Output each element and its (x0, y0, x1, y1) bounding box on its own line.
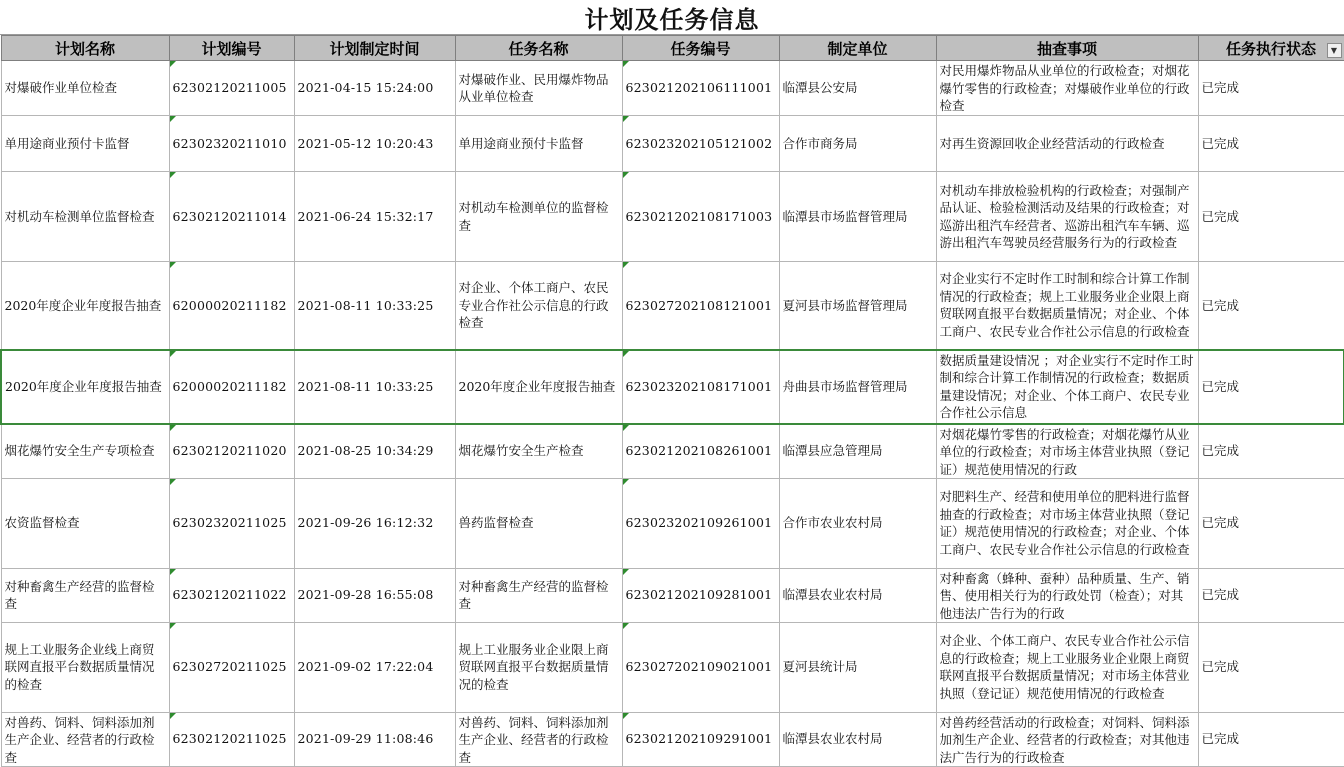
cell-plan-name-text: 农资监督检查 (4, 515, 80, 531)
cell-inspection-items[interactable] (936, 116, 1198, 172)
cell-task-id[interactable] (622, 712, 779, 766)
cell-status[interactable] (1198, 712, 1344, 766)
cell-unit[interactable] (779, 622, 936, 712)
cell-plan-time[interactable] (294, 622, 455, 712)
column-header-status[interactable] (1198, 36, 1344, 61)
cell-plan-id-text: 62302320211010 (172, 135, 287, 151)
cell-plan-id-text: 62302120211025 (172, 731, 287, 747)
cell-status[interactable] (1198, 424, 1344, 479)
cell-inspection-items-text: 对企业、个体工商户、农民专业合作社公示信息的行政检查；规上工业服务业企业限上商贸联网直报平台数据质量情况；对市场主体营业执照（登记证）规范使用情况的行政检查 (939, 633, 1190, 701)
table-row (1, 172, 1344, 262)
cell-plan-time-text: 2021-08-11 10:33:25 (297, 297, 434, 313)
cell-inspection-items[interactable] (936, 478, 1198, 568)
cell-task-name-text: 单用途商业预付卡监督 (458, 135, 584, 151)
cell-task-id[interactable] (622, 568, 779, 622)
cell-plan-time[interactable] (294, 478, 455, 568)
cell-plan-id[interactable] (169, 350, 294, 424)
column-header-task-name[interactable]: 任务名称 (455, 36, 622, 61)
cell-unit-text: 临潭县农业农村局 (782, 731, 883, 747)
cell-plan-name[interactable] (1, 61, 169, 116)
table-row (1, 350, 1344, 424)
cell-inspection-items[interactable] (936, 568, 1198, 622)
cell-plan-name[interactable] (1, 424, 169, 479)
cell-plan-time[interactable] (294, 712, 455, 766)
cell-status[interactable] (1198, 61, 1344, 116)
cell-task-id-text: 623021202106111001 (625, 80, 773, 96)
cell-unit[interactable] (779, 262, 936, 350)
table-row (1, 116, 1344, 172)
cell-task-id[interactable] (622, 262, 779, 350)
cell-inspection-items[interactable] (936, 350, 1198, 424)
column-header-task-id[interactable]: 任务编号 (622, 36, 779, 61)
cell-inspection-items-text: 数据质量建设情况 ；对企业实行不定时作工时制和综合计算工作制情况的行政检查；数据质量建设情况；对企业、个体工商户、农民专业合作社公示信息 (939, 352, 1194, 420)
cell-inspection-items-text: 对烟花爆竹零售的行政检查；对烟花爆竹从业单位的行政检查；对市场主体营业执照（登记证）规范使用情况的行政 (939, 426, 1190, 477)
cell-task-name[interactable] (455, 622, 622, 712)
cell-task-id-text: 623027202108121001 (625, 297, 773, 313)
cell-unit-text: 临潭县市场监督管理局 (782, 208, 908, 224)
cell-inspection-items-text: 对企业实行不定时作工时制和综合计算工作制情况的行政检查；规上工业服务业企业限上商贸联网直报平台数据质量情况；对企业、个体工商户、农民专业合作社公示信息的行政检查 (939, 271, 1190, 339)
cell-plan-time-text: 2021-09-28 16:55:08 (297, 587, 434, 603)
cell-unit-text: 临潭县公安局 (782, 80, 858, 96)
table-row (1, 262, 1344, 350)
cell-plan-time[interactable] (294, 116, 455, 172)
cell-status-text: 已完成 (1201, 135, 1240, 151)
cell-status-text: 已完成 (1201, 731, 1240, 747)
cell-plan-name-text: 2020年度企业年度报告抽查 (5, 378, 162, 394)
table-row (1, 478, 1344, 568)
cell-task-name[interactable] (455, 478, 622, 568)
cell-inspection-items[interactable] (936, 712, 1198, 766)
cell-plan-time-text: 2021-09-02 17:22:04 (297, 659, 434, 675)
cell-status[interactable] (1198, 350, 1344, 424)
cell-plan-name[interactable] (1, 116, 169, 172)
cell-unit-text: 舟曲县市场监督管理局 (782, 378, 908, 394)
cell-plan-id-text: 62302120211020 (172, 443, 287, 459)
cell-plan-name[interactable] (1, 478, 169, 568)
cell-task-name-text: 对兽药、饲料、饲料添加剂生产企业、经营者的行政检查 (458, 714, 609, 765)
cell-unit-text: 临潭县应急管理局 (782, 443, 883, 459)
cell-plan-name[interactable] (1, 622, 169, 712)
cell-plan-name[interactable] (1, 172, 169, 262)
cell-task-id-text: 623023202108171001 (625, 378, 773, 394)
cell-plan-time-text: 2021-09-29 11:08:46 (297, 731, 434, 747)
cell-task-id[interactable] (622, 116, 779, 172)
cell-plan-time[interactable] (294, 350, 455, 424)
cell-task-id[interactable] (622, 350, 779, 424)
column-header-plan-time[interactable]: 计划制定时间 (294, 36, 455, 61)
cell-inspection-items-text: 对肥料生产、经营和使用单位的肥料进行监督抽查的行政检查；对市场主体营业执照（登记证）规范使用情况的行政检查；对企业、个体工商户、农民专业合作社公示信息的行政检查 (939, 489, 1190, 557)
cell-unit-text: 夏河县统计局 (782, 659, 858, 675)
cell-status-text: 已完成 (1201, 515, 1240, 531)
cell-plan-time-text: 2021-05-12 10:20:43 (297, 135, 434, 151)
cell-status[interactable] (1198, 172, 1344, 262)
cell-status[interactable] (1198, 622, 1344, 712)
cell-plan-name[interactable] (1, 568, 169, 622)
cell-task-id[interactable] (622, 622, 779, 712)
cell-task-id-text: 623023202105121002 (625, 135, 773, 151)
cell-unit[interactable] (779, 172, 936, 262)
cell-plan-id[interactable] (169, 172, 294, 262)
cell-plan-time[interactable] (294, 568, 455, 622)
cell-plan-time-text: 2021-04-15 15:24:00 (297, 80, 434, 96)
cell-task-name[interactable] (455, 61, 622, 116)
cell-unit[interactable] (779, 712, 936, 766)
cell-inspection-items-text: 对机动车排放检验机构的行政检查；对强制产品认证、检验检测活动及结果的行政检查；对巡游出租汽车经营者、巡游出租汽车车辆、巡游出租汽车驾驶员经营服务行为的行政检查 (939, 182, 1190, 250)
cell-plan-name[interactable] (1, 712, 169, 766)
cell-plan-id-text: 62000020211182 (172, 297, 287, 313)
cell-plan-time[interactable] (294, 172, 455, 262)
cell-plan-time[interactable] (294, 424, 455, 479)
cell-task-name-text: 对企业、个体工商户、农民专业合作社公示信息的行政检查 (458, 280, 609, 330)
cell-status[interactable] (1198, 568, 1344, 622)
cell-plan-id[interactable] (169, 61, 294, 116)
cell-task-name[interactable] (455, 116, 622, 172)
table-row (1, 61, 1344, 116)
cell-plan-name-text: 对种畜禽生产经营的监督检查 (4, 578, 155, 611)
cell-unit-text: 夏河县市场监督管理局 (782, 297, 908, 313)
cell-status-text: 已完成 (1201, 297, 1240, 313)
cell-plan-id[interactable] (169, 712, 294, 766)
cell-task-name[interactable] (455, 712, 622, 766)
cell-task-id-text: 623021202108171003 (625, 208, 773, 224)
cell-plan-id-text: 62000020211182 (172, 378, 287, 394)
cell-status-text: 已完成 (1201, 378, 1240, 394)
cell-unit[interactable] (779, 350, 936, 424)
cell-status-text: 已完成 (1201, 587, 1240, 603)
cell-status-text: 已完成 (1201, 443, 1240, 459)
cell-task-name[interactable] (455, 262, 622, 350)
cell-plan-id-text: 62302120211005 (172, 80, 287, 96)
cell-unit[interactable] (779, 116, 936, 172)
cell-status[interactable] (1198, 478, 1344, 568)
cell-task-id[interactable] (622, 424, 779, 479)
cell-plan-time-text: 2021-08-25 10:34:29 (297, 443, 434, 459)
cell-task-id-text: 623021202109281001 (625, 587, 773, 603)
cell-plan-time-text: 2021-06-24 15:32:17 (297, 208, 434, 224)
cell-plan-id[interactable] (169, 424, 294, 479)
cell-inspection-items-text: 对再生资源回收企业经营活动的行政检查 (939, 135, 1165, 151)
cell-task-id[interactable] (622, 172, 779, 262)
cell-plan-name-text: 烟花爆竹安全生产专项检查 (4, 443, 155, 459)
cell-status[interactable] (1198, 116, 1344, 172)
cell-task-id-text: 623021202108261001 (625, 443, 773, 459)
cell-task-name[interactable] (455, 172, 622, 262)
cell-plan-id[interactable] (169, 262, 294, 350)
cell-task-id-text: 623021202109291001 (625, 731, 773, 747)
cell-status[interactable] (1198, 262, 1344, 350)
plan-task-table (0, 35, 1344, 767)
cell-task-name[interactable] (455, 424, 622, 479)
cell-plan-name-text: 单用途商业预付卡监督 (4, 135, 130, 151)
table-row (1, 622, 1344, 712)
cell-unit[interactable] (779, 61, 936, 116)
cell-unit[interactable] (779, 478, 936, 568)
cell-status-text: 已完成 (1201, 208, 1240, 224)
cell-plan-time-text: 2021-08-11 10:33:25 (297, 378, 434, 394)
cell-plan-name-text: 2020年度企业年度报告抽查 (4, 297, 162, 313)
cell-plan-id[interactable] (169, 622, 294, 712)
cell-task-name-text: 对爆破作业、民用爆炸物品从业单位检查 (458, 71, 609, 104)
cell-plan-id-text: 62302720211025 (172, 659, 287, 675)
cell-unit[interactable] (779, 424, 936, 479)
column-header-unit[interactable]: 制定单位 (779, 36, 936, 61)
cell-status-text: 已完成 (1201, 80, 1240, 96)
cell-task-name[interactable] (455, 568, 622, 622)
header-row (1, 36, 1344, 61)
cell-plan-id-text: 62302120211014 (172, 208, 287, 224)
cell-task-name-text: 2020年度企业年度报告抽查 (458, 378, 616, 394)
cell-plan-id[interactable] (169, 568, 294, 622)
cell-inspection-items[interactable] (936, 172, 1198, 262)
table-row (1, 712, 1344, 766)
cell-plan-id[interactable] (169, 116, 294, 172)
cell-task-name-text: 规上工业服务业企业限上商贸联网直报平台数据质量情况的检查 (458, 641, 609, 692)
cell-inspection-items-text: 对种畜禽（蜂种、蚕种）品种质量、生产、销售、使用相关行为的行政处罚（检查）；对其他违法广告行为的行政 (939, 570, 1190, 621)
cell-task-name-text: 兽药监督检查 (458, 515, 534, 531)
cell-plan-id-text: 62302120211022 (172, 587, 287, 603)
cell-plan-time[interactable] (294, 61, 455, 116)
cell-task-name[interactable] (455, 350, 622, 424)
cell-inspection-items-text: 对兽药经营活动的行政检查；对饲料、饲料添加剂生产企业、经营者的行政检查；对其他违法广告行为的行政检查 (939, 714, 1190, 765)
cell-task-id-text: 623027202109021001 (625, 659, 773, 675)
column-header-plan-name[interactable]: 计划名称 (1, 36, 169, 61)
cell-task-name-text: 烟花爆竹安全生产检查 (458, 443, 584, 459)
sheet-title: 计划及任务信息 (0, 0, 1344, 35)
cell-status-text: 已完成 (1201, 659, 1240, 675)
cell-plan-name-text: 对兽药、饲料、饲料添加剂生产企业、经营者的行政检查 (4, 714, 155, 765)
cell-task-name-text: 对机动车检测单位的监督检查 (458, 200, 609, 233)
cell-inspection-items[interactable] (936, 61, 1198, 116)
cell-inspection-items-text: 对民用爆炸物品从业单位的行政检查；对烟花爆竹零售的行政检查；对爆破作业单位的行政检查 (939, 63, 1190, 113)
cell-plan-name-text: 对机动车检测单位监督检查 (4, 208, 155, 224)
cell-unit-text: 合作市商务局 (782, 135, 858, 151)
cell-plan-name[interactable] (1, 262, 169, 350)
cell-plan-name-text: 对爆破作业单位检查 (4, 80, 118, 96)
cell-unit-text: 合作市农业农村局 (782, 515, 883, 531)
cell-plan-id[interactable] (169, 478, 294, 568)
cell-plan-name-text: 规上工业服务企业线上商贸联网直报平台数据质量情况的检查 (4, 641, 155, 692)
cell-inspection-items[interactable] (936, 424, 1198, 479)
cell-plan-time[interactable] (294, 262, 455, 350)
cell-inspection-items[interactable] (936, 622, 1198, 712)
table-row (1, 424, 1344, 479)
cell-plan-name[interactable] (1, 350, 169, 424)
cell-task-name-text: 对种畜禽生产经营的监督检查 (458, 578, 609, 611)
cell-task-id-text: 623023202109261001 (625, 515, 773, 531)
filter-dropdown-icon[interactable]: ▼ (1327, 43, 1342, 58)
cell-plan-id-text: 62302320211025 (172, 515, 287, 531)
cell-task-id[interactable] (622, 61, 779, 116)
status-header-label: 任务执行状态 (1225, 39, 1316, 58)
column-header-plan-id[interactable]: 计划编号 (169, 36, 294, 61)
cell-unit[interactable] (779, 568, 936, 622)
table-row (1, 568, 1344, 622)
column-header-inspection-items[interactable]: 抽查事项 (936, 36, 1198, 61)
cell-unit-text: 临潭县农业农村局 (782, 587, 883, 603)
cell-plan-time-text: 2021-09-26 16:12:32 (297, 515, 434, 531)
cell-inspection-items[interactable] (936, 262, 1198, 350)
cell-task-id[interactable] (622, 478, 779, 568)
